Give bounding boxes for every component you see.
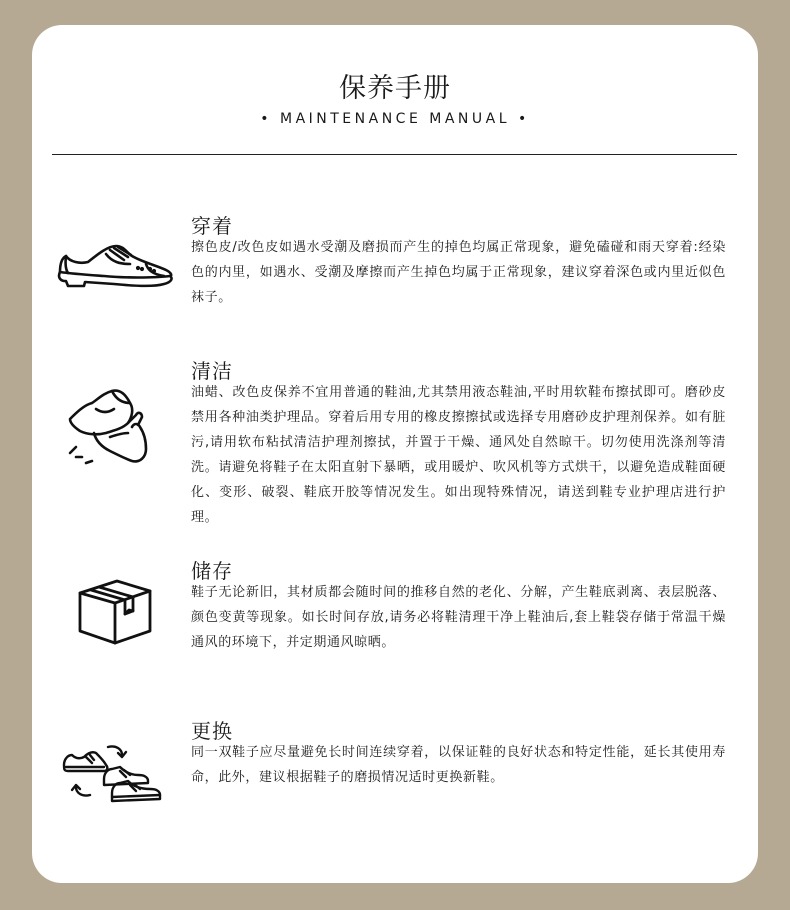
page-title: 保养手册 [339, 73, 451, 104]
section-body: 油蜡、改色皮保养不宜用普通的鞋油,尤其禁用液态鞋油,平时用软鞋布擦拭即可。磨砂皮禁用各种油类护理品。穿着后用专用的橡皮擦擦拭或选择专用磨砂皮护理剂保养。如有脏污,请用软布粘拭清洁护理剂擦拭，并置于干燥、通风处自然晾干。切勿使用洗涤剂等清洗。请避免将鞋子在太阳直射下暴晒，或用暖炉、吹风机等方式烘干，以避免造成鞋面硬化、变形、破裂、鞋底开胶等情况发生。如出现特殊情况，请送到鞋专业护理店进行护理。 [191, 385, 726, 525]
section-title: 更换 [191, 719, 233, 743]
section-body: 擦色皮/改色皮如遇水受潮及磨损而产生的掉色均属正常现象，避免磕碰和雨天穿着:经染色的内里，如遇水、受潮及摩擦而产生掉色均属于正常现象，建议穿着深色或内里近似色袜子。 [191, 240, 726, 305]
page-subtitle: • MAINTENANCE MANUAL • [260, 111, 530, 127]
section-title: 储存 [191, 559, 233, 583]
header-divider [52, 154, 737, 155]
box-icon [77, 577, 153, 647]
section-title: 穿着 [191, 214, 233, 238]
section-title: 清洁 [191, 359, 233, 383]
shoe-swap-icon [60, 743, 164, 805]
section-body: 同一双鞋子应尽量避免长时间连续穿着，以保证鞋的良好状态和特定性能，延长其使用寿命，此外，建议根据鞋子的磨损情况适时更换新鞋。 [191, 745, 726, 785]
section-body: 鞋子无论新旧，其材质都会随时间的推移自然的老化、分解，产生鞋底剥离、表层脱落、颜色变黄等现象。如长时间存放,请务必将鞋清理干净上鞋油后,套上鞋袋存储于常温干燥通风的环境下，并定期通风晾晒。 [191, 585, 726, 650]
hand-wiping-cloth-icon [66, 389, 152, 467]
dress-shoe-icon [54, 238, 176, 294]
